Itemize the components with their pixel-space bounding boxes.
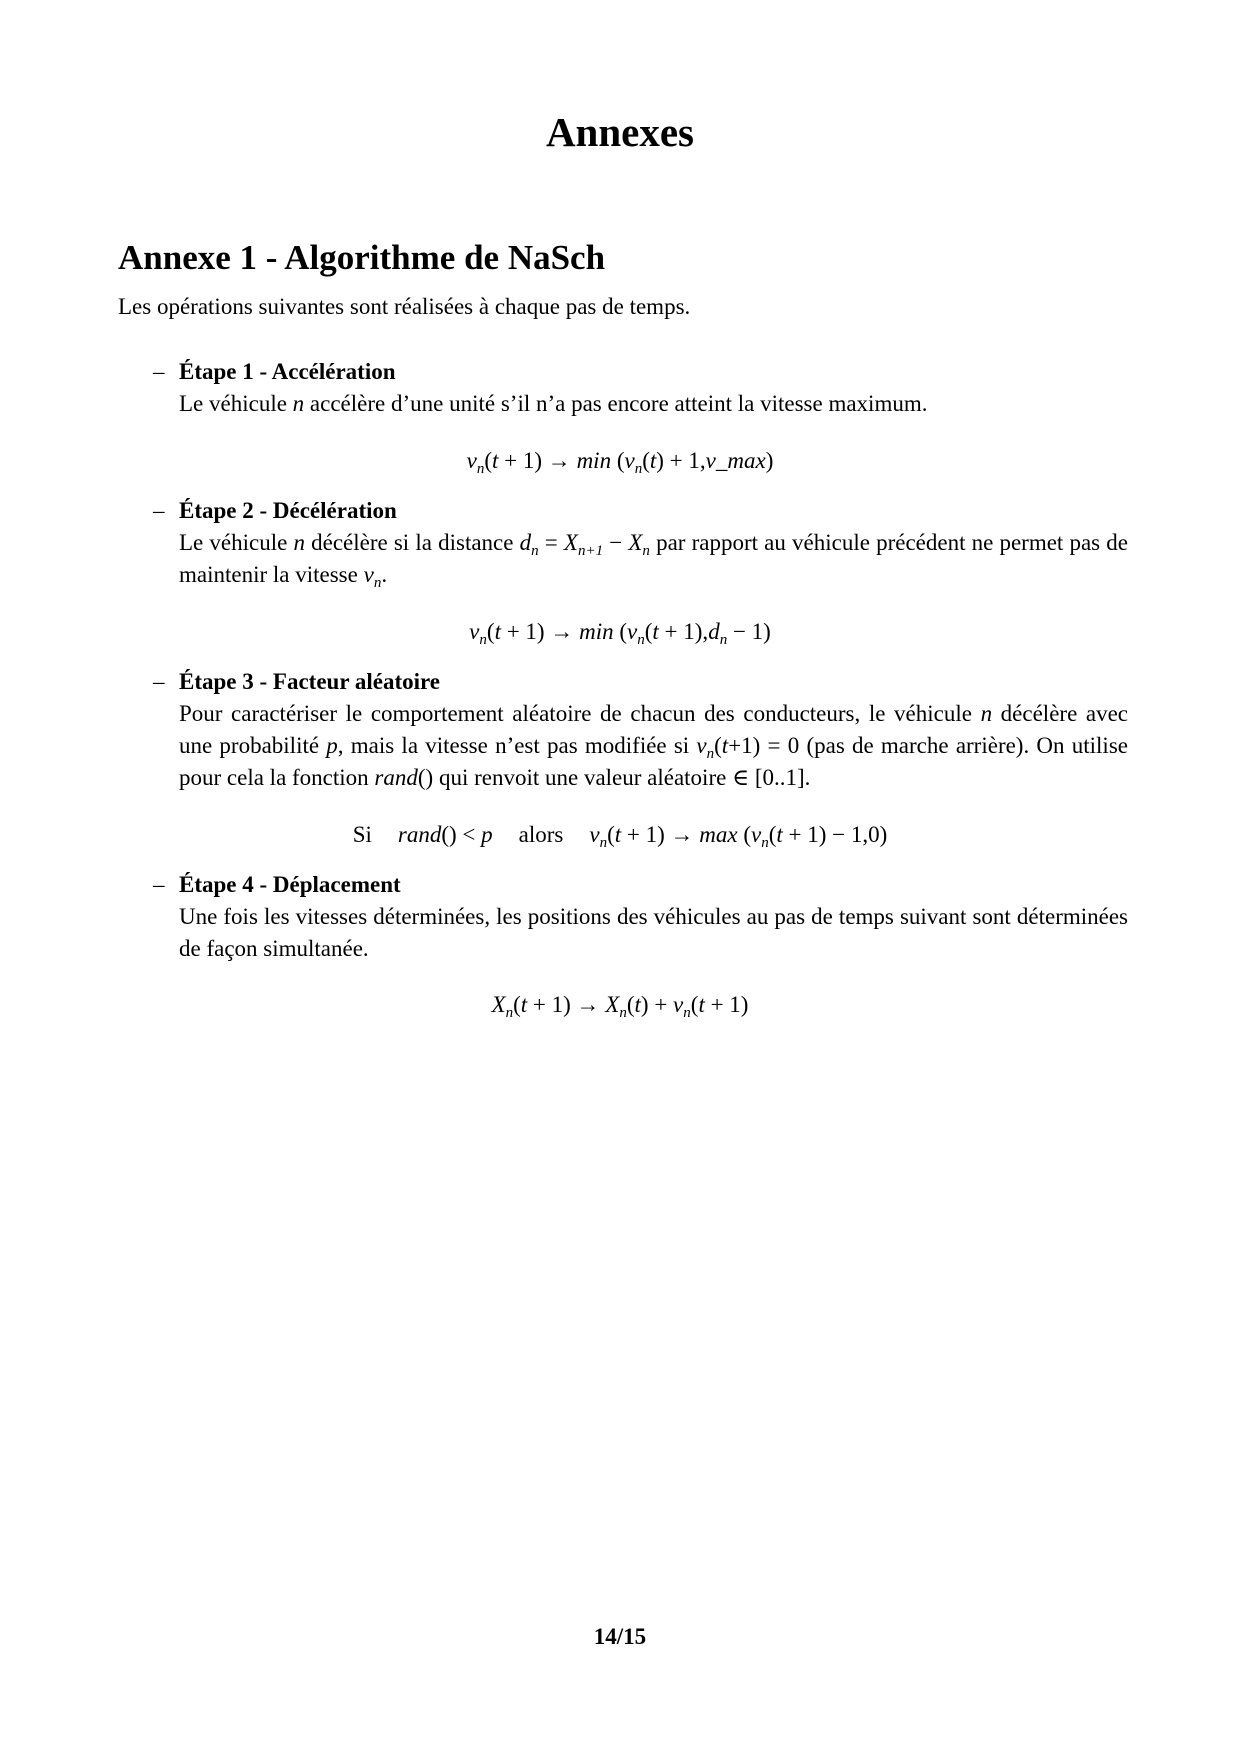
- step-2: [153, 495, 1128, 591]
- page-title: Annexes: [545, 109, 695, 155]
- step-1-description: Le véhicule n accélère d’une unité s’il n’a pas encore atteint la vitesse maximum.: [179, 391, 928, 416]
- bullet-dash: –: [153, 872, 165, 897]
- step-1-label: Étape 1 - Accélération: [179, 359, 396, 384]
- step-4-label: Étape 4 - Déplacement: [179, 872, 401, 897]
- step-4-formula: $X_n(t + 1) \to X_n(t) + v_n(t + 1)$: [491, 992, 749, 1021]
- step-4-description: Une fois les vitesses déterminées, les positions des véhicules au pas de temps suivant sont déterminées de façon simultanée.: [179, 904, 1128, 961]
- step-2-description: Le véhicule n décélère si la distance $d_n = X_{n+1} - X_n$ par rapport au véhicule précédent ne permet pas de maintenir la vitesse $v_n$.: [179, 530, 1128, 591]
- step-4: [153, 869, 1128, 965]
- page-number: 14/15: [593, 1624, 647, 1649]
- step-2-label: Étape 2 - Décélération: [179, 498, 397, 523]
- bullet-dash: –: [153, 669, 165, 694]
- step-3-description: Pour caractériser le comportement aléatoire de chacun des conducteurs, le véhicule n décélère avec une probabilité p, mais la vitesse n’est pas modifiée si $v_n(t+1) = 0$ (pas de marche arrière). On utilise pour cela la fonction rand() qui renvoit une valeur aléatoire ∈ [0..1].: [179, 701, 1129, 790]
- bullet-dash: –: [153, 498, 165, 523]
- step-2-formula: $v_n(t + 1) \to \min (v_n(t + 1),d_n - 1)$: [469, 619, 771, 648]
- bullet-dash: –: [153, 359, 165, 384]
- section-title: Annexe 1 - Algorithme de NaSch: [118, 238, 606, 277]
- step-1: [153, 356, 1128, 420]
- section-intro: Les opérations suivantes sont réalisées à chaque pas de temps.: [118, 294, 691, 319]
- step-3-formula: Si rand() < p alors $v_n(t + 1) \to \max (v_n(t + 1) - 1,0)$: [352, 822, 888, 851]
- step-3: [153, 666, 1128, 794]
- step-1-formula: $v_n(t + 1) \to \min (v_n(t)$ + 1,v_max): [466, 448, 774, 477]
- step-3-label: Étape 3 - Facteur aléatoire: [179, 669, 441, 694]
